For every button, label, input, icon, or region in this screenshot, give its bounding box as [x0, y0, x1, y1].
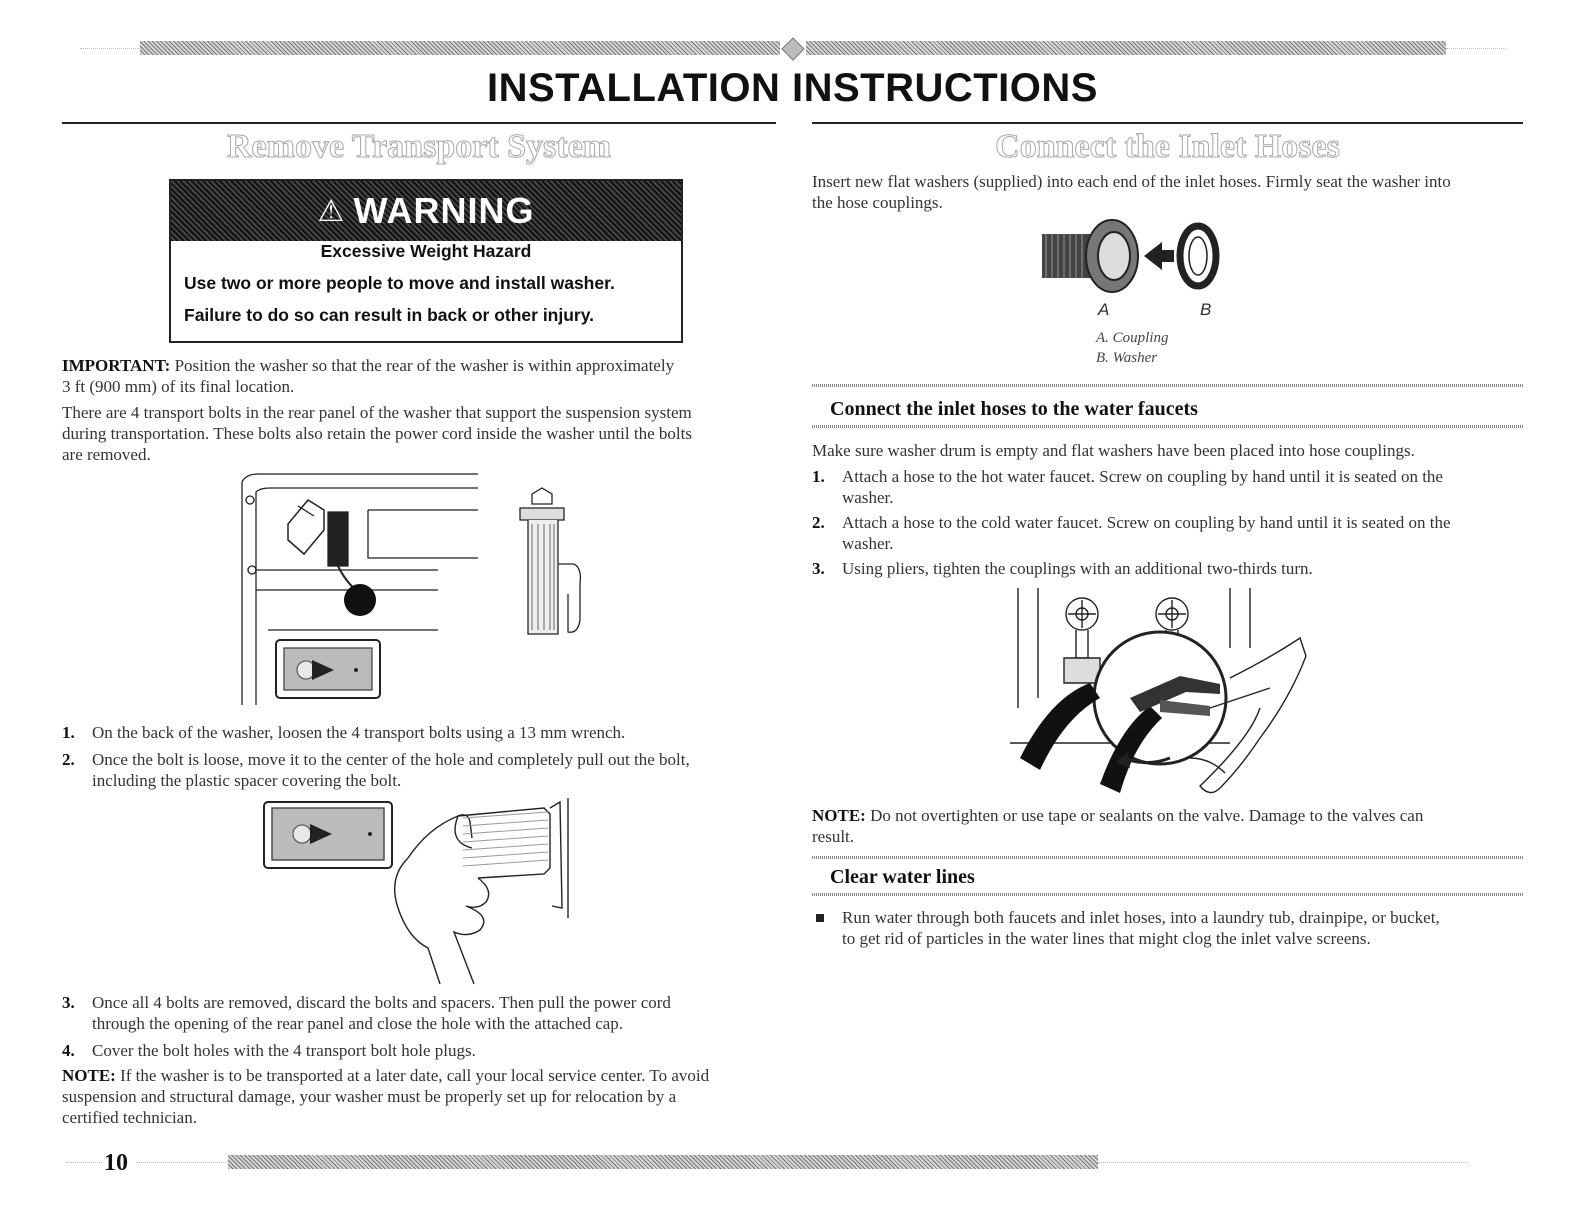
right-step-3-number: 3. [812, 559, 825, 578]
subhead2-rule-bottom [812, 893, 1523, 896]
bullet-square-icon [816, 914, 824, 922]
warning-header [171, 181, 681, 241]
rear-panel-illustration [238, 470, 598, 710]
left-step-1 [62, 722, 782, 743]
right-step-2 [812, 512, 1524, 554]
important-line-2: 3 ft (900 mm) of its final location. [62, 377, 295, 396]
warning-box [169, 179, 683, 343]
left-step-3-line-2: through the opening of the rear panel and close the hole with the attached cap. [92, 1014, 624, 1033]
important-label: IMPORTANT: [62, 356, 171, 375]
right-step-1-number: 1. [812, 467, 825, 486]
caption-washer: B. Washer [1096, 350, 1158, 366]
subhead2-rule-top [812, 856, 1523, 859]
transport-line-1: There are 4 transport bolts in the rear panel of the washer that support the suspension system [62, 403, 692, 422]
bottom-band-fade-left [66, 1162, 102, 1164]
left-step-2-line-2: including the plastic spacer covering the bolt. [92, 771, 402, 790]
top-band-fade-right [1446, 48, 1506, 50]
warning-line-2: Failure to do so can result in back or other injury. [184, 305, 595, 325]
subhead-clear-water-lines: Clear water lines [830, 866, 975, 888]
clear-lines-line-1: Run water through both faucets and inlet hoses, into a laundry tub, drainpipe, or bucket, [842, 908, 1440, 927]
caption-coupling: A. Coupling [1096, 330, 1169, 346]
top-band-right [806, 41, 1446, 55]
top-band-left [140, 41, 780, 55]
warning-line-1: Use two or more people to move and install washer. [184, 273, 615, 293]
page-title: INSTALLATION INSTRUCTIONS [487, 66, 1098, 110]
subhead1-rule-top [812, 384, 1523, 387]
right-step-1-line-1: Attach a hose to the hot water faucet. Screw on coupling by hand until it is seated on the [842, 467, 1443, 486]
label-b: B [1200, 300, 1212, 319]
label-a: A [1098, 300, 1110, 319]
right-step-1 [812, 466, 1524, 508]
bottom-band-fade-mid [136, 1162, 228, 1164]
bottom-band-fade-right [1098, 1162, 1468, 1164]
left-note [62, 1065, 709, 1128]
left-note-line-2: suspension and structural damage, your washer must be properly set up for relocation by a [62, 1087, 677, 1106]
inlet-intro [812, 171, 1451, 213]
page-number: 10 [104, 1150, 128, 1176]
left-step-3-line-1: Once all 4 bolts are removed, discard the bolts and spacers. Then pull the power cord [92, 993, 671, 1012]
left-step-2-line-1: Once the bolt is loose, move it to the center of the hole and completely pull out the bolt, [92, 750, 690, 769]
left-note-line-1: If the washer is to be transported at a later date, call your local service center. To avoid [115, 1066, 710, 1085]
subhead-connect-faucets: Connect the inlet hoses to the water faucets [830, 398, 1198, 420]
left-step-3 [62, 992, 782, 1034]
right-step-3-text: Using pliers, tighten the couplings with an additional two-thirds turn. [842, 559, 1313, 578]
right-step-2-line-1: Attach a hose to the cold water faucet. Screw on coupling by hand until it is seated on the [842, 513, 1451, 532]
right-step-3 [812, 558, 1524, 579]
left-step-4-text: Cover the bolt holes with the 4 transport bolt hole plugs. [92, 1041, 476, 1060]
important-line-1: Position the washer so that the rear of the washer is within approximately [170, 356, 675, 375]
diamond-ornament-icon [781, 37, 805, 61]
right-step-1-line-2: washer. [842, 488, 894, 507]
coupling-washer-illustration [1040, 218, 1270, 296]
right-note-line-2: result. [812, 827, 855, 846]
section-title-inlet-hoses: Connect the Inlet Hoses [995, 128, 1340, 165]
right-step-2-line-2: washer. [842, 534, 894, 553]
left-note-label: NOTE: [62, 1066, 116, 1085]
top-band-fade-left [80, 48, 140, 50]
transport-line-2: during transportation. These bolts also retain the power cord inside the washer until the bolts [62, 424, 692, 443]
left-step-4 [62, 1040, 782, 1061]
right-note [812, 805, 1423, 847]
right-step-2-number: 2. [812, 513, 825, 532]
left-step-1-number: 1. [62, 723, 75, 742]
subhead1-rule-bottom [812, 425, 1523, 428]
transport-line-3: are removed. [62, 445, 151, 464]
left-step-1-text: On the back of the washer, loosen the 4 transport bolts using a 13 mm wrench. [92, 723, 626, 742]
warning-label: WARNING [353, 190, 535, 231]
right-note-label: NOTE: [812, 806, 866, 825]
important-paragraph [62, 355, 674, 397]
left-step-4-number: 4. [62, 1041, 75, 1060]
faucet-pliers-illustration [1010, 588, 1310, 803]
clear-lines-line-2: to get rid of particles in the water lines that might clog the inlet valve screens. [842, 929, 1371, 948]
section-title-transport: Remove Transport System [226, 128, 612, 165]
left-step-2 [62, 749, 782, 791]
right-title-rule [812, 122, 1523, 124]
clear-lines-text [842, 907, 1440, 949]
faucet-intro: Make sure washer drum is empty and flat washers have been placed into hose couplings. [812, 441, 1415, 460]
bottom-band [228, 1155, 1098, 1169]
inlet-intro-line-2: the hose couplings. [812, 193, 943, 212]
warning-hazard: Excessive Weight Hazard [320, 241, 532, 261]
inlet-intro-line-1: Insert new flat washers (supplied) into each end of the inlet hoses. Firmly seat the washer into [812, 172, 1451, 191]
right-note-line-1: Do not overtighten or use tape or sealants on the valve. Damage to the valves can [865, 806, 1424, 825]
left-step-3-number: 3. [62, 993, 75, 1012]
transport-paragraph [62, 402, 692, 465]
left-title-rule [62, 122, 776, 124]
left-note-line-3: certified technician. [62, 1108, 197, 1127]
bolt-removal-illustration [258, 798, 588, 988]
left-step-2-number: 2. [62, 750, 75, 769]
warning-triangle-icon: ⚠ [317, 194, 346, 228]
